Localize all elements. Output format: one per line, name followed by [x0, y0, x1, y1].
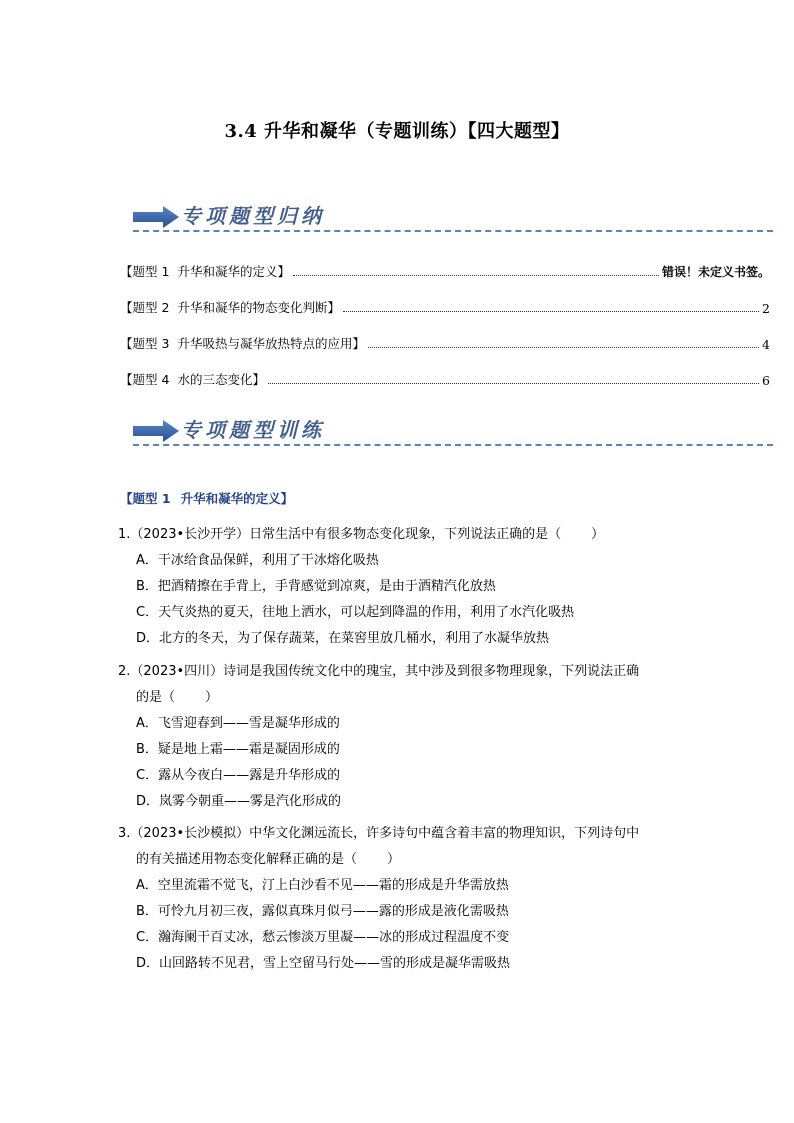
- option-c[interactable]: C．天气炎热的夏天，往地上洒水，可以起到降温的作用，利用了水汽化吸热: [136, 605, 575, 620]
- option-c[interactable]: C．瀚海阑干百丈冰，愁云惨淡万里凝——冰的形成过程温度不变: [136, 930, 510, 945]
- toc-item[interactable]: [120, 298, 770, 316]
- page-title: 3.4 升华和凝华（专题训练）【四大题型】: [224, 121, 570, 142]
- toc-label: 水的三态变化】: [177, 372, 265, 387]
- toc-item[interactable]: [120, 262, 770, 280]
- toc-page: 错误！未定义书签。: [661, 265, 770, 279]
- toc-label: 升华和凝华的定义】: [177, 264, 290, 279]
- toc-leader: [343, 311, 759, 312]
- question-stem: 3.（2023•长沙模拟）中华文化渊远流长，许多诗句中蕴含着丰富的物理知识，下列诗句中: [118, 826, 640, 841]
- toc-tag: 【题型 1: [120, 264, 170, 279]
- option-a[interactable]: A．干冰给食品保鲜，利用了干冰熔化吸热: [136, 553, 379, 568]
- question-stem-cont: 的是（ ）: [136, 690, 219, 705]
- toc-leader: [268, 383, 759, 384]
- toc-tag: 【题型 2: [120, 300, 170, 315]
- option-c[interactable]: C．露从今夜白——露是升华形成的: [136, 768, 341, 783]
- question-3: [118, 821, 698, 977]
- question-1: [118, 522, 698, 652]
- section-heading-tag: 【题型 1: [120, 491, 171, 506]
- option-b[interactable]: B．可怜九月初三夜，露似真珠月似弓——露的形成是液化需吸热: [136, 904, 509, 919]
- section-heading: [120, 489, 293, 507]
- divider: [133, 444, 773, 446]
- toc-tag: 【题型 3: [120, 336, 170, 351]
- question-stem-cont: 的有关描述用物态变化解释正确的是（ ）: [136, 852, 401, 867]
- section-heading-label: 升华和凝华的定义】: [180, 491, 294, 506]
- toc-label: 升华和凝华的物态变化判断】: [177, 300, 340, 315]
- toc-label: 升华吸热与凝华放热特点的应用】: [177, 336, 365, 351]
- toc-leader: [293, 275, 659, 276]
- option-b[interactable]: B．把酒精擦在手背上，手背感觉到凉爽，是由于酒精汽化放热: [136, 579, 496, 594]
- training-banner-text: 专项题型训练: [181, 418, 325, 442]
- option-a[interactable]: A．空里流霜不觉飞，汀上白沙看不见——霜的形成是升华需放热: [136, 878, 509, 893]
- toc-page: 4: [762, 337, 770, 352]
- training-banner: [133, 414, 773, 454]
- option-d[interactable]: D．山回路转不见君，雪上空留马行处——雪的形成是凝华需吸热: [136, 956, 511, 971]
- arrow-right-icon: [133, 206, 179, 228]
- option-a[interactable]: A．飞雪迎春到——雪是凝华形成的: [136, 716, 340, 731]
- toc-page: 6: [762, 373, 770, 388]
- arrow-right-icon: [133, 420, 179, 442]
- toc-leader: [368, 347, 759, 348]
- toc-page: 2: [762, 301, 770, 316]
- option-b[interactable]: B．疑是地上霜——霜是凝固形成的: [136, 742, 340, 757]
- summary-banner-text: 专项题型归纳: [181, 204, 325, 228]
- question-2: [118, 659, 698, 815]
- question-stem: 2.（2023•四川）诗词是我国传统文化中的瑰宝，其中涉及到很多物理现象，下列说法正确: [118, 664, 640, 679]
- toc-item[interactable]: [120, 334, 770, 352]
- toc-tag: 【题型 4: [120, 372, 170, 387]
- summary-banner: [133, 200, 773, 240]
- divider: [133, 230, 773, 232]
- toc-item[interactable]: [120, 370, 770, 388]
- option-d[interactable]: D．北方的冬天，为了保存蔬菜，在菜窖里放几桶水，利用了水凝华放热: [136, 631, 550, 646]
- option-d[interactable]: D．岚雾今朝重——雾是汽化形成的: [136, 794, 342, 809]
- question-stem: 1.（2023•长沙开学）日常生活中有很多物态变化现象，下列说法正确的是（ ）: [118, 527, 605, 542]
